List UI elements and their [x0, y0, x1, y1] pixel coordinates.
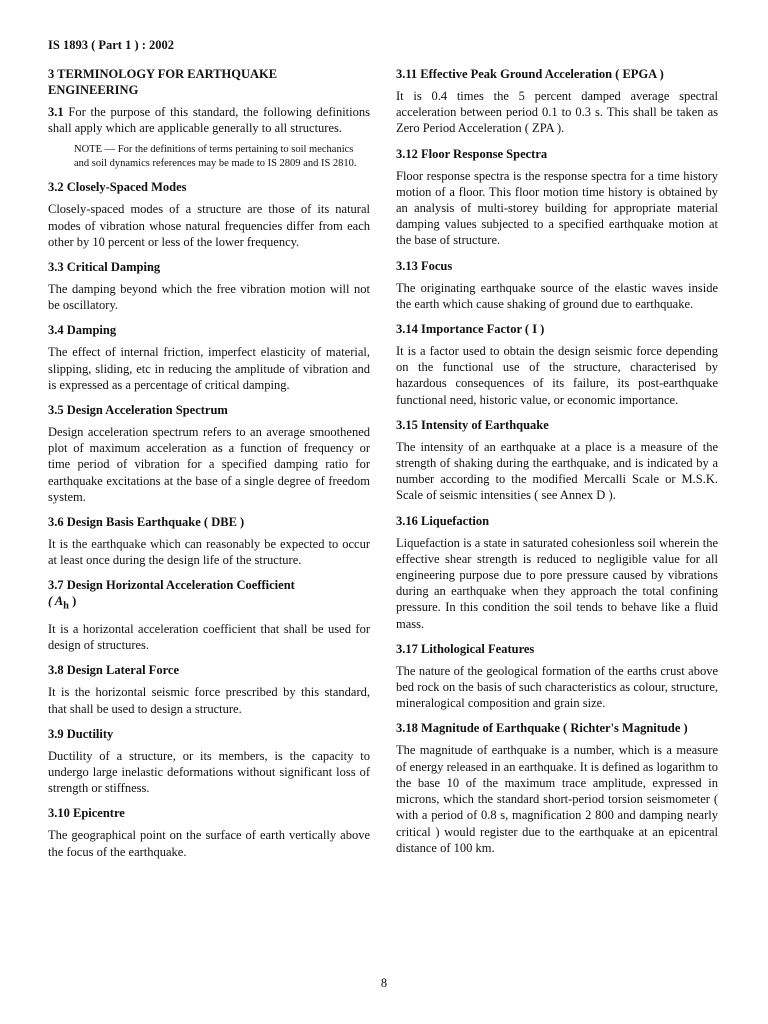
section-text: Closely-spaced modes of a structure are those of its natural modes of vibration whose natural frequencies differ from each other by 10 percent or less of the lower frequency. — [48, 202, 370, 249]
section-title-text: 3.7 Design Horizontal Acceleration Coefficient — [48, 578, 295, 593]
section-title: 3.3 Critical Damping — [48, 260, 161, 275]
section-heading: 3 TERMINOLOGY FOR EARTHQUAKE ENGINEERING — [48, 67, 278, 97]
section-3-2 — [48, 179, 370, 250]
section-title: 3.4 Damping — [48, 323, 117, 338]
section-3-12 — [396, 146, 718, 249]
section-text: Design acceleration spectrum refers to an average smoothened plot of maximum acceleration as a function of frequency or time period of vibration for a specified damping ratio for earthquake excitations at the base of a single degree of freedom system. — [48, 425, 370, 504]
section-text: The geographical point on the surface of earth vertically above the focus of the earthquake. — [48, 828, 370, 859]
section-title: 3.6 Design Basis Earthquake ( DBE ) — [48, 515, 245, 530]
section-text: Floor response spectra is the response spectra for a time history motion of a floor. This floor motion time history is obtained by an analysis of multi-storey building for appropriate material damping values subjected to a specified earthquake motion at the base of structure. — [396, 168, 718, 248]
section-title: 3.14 Importance Factor ( I ) — [396, 322, 545, 337]
section-text: It is 0.4 times the 5 percent damped average spectral acceleration between period 0.1 to 0.3 s. This shall be taken as Zero Period Acceleration ( ZPA ). — [396, 89, 718, 136]
section-3-3 — [48, 259, 370, 313]
section-text: The nature of the geological formation of the earths crust above bed rock on the basis of such characteristics as colour, structure, mineralogical composition and grain size. — [396, 663, 718, 711]
section-3-17 — [396, 641, 718, 712]
intro-paragraph — [48, 104, 370, 136]
section-title: 3.13 Focus — [396, 258, 453, 273]
section-title — [48, 577, 370, 615]
section-title: 3.8 Design Lateral Force — [48, 663, 179, 678]
section-title: 3.15 Intensity of Earthquake — [396, 417, 549, 432]
section-3-7 — [48, 577, 370, 653]
intro-text: For the purpose of this standard, the following definitions shall apply which are applicable generally to all structures. — [48, 105, 370, 136]
section-3-9 — [48, 726, 370, 797]
section-3-6 — [48, 514, 370, 568]
section-title: 3.2 Closely-Spaced Modes — [48, 180, 187, 195]
right-column — [396, 66, 718, 865]
section-3-14 — [396, 321, 718, 408]
section-text: The effect of internal friction, imperfect elasticity of material, slipping, sliding, etc in reducing the amplitude of vibration and is expressed as a percentage of critical damping. — [48, 345, 370, 392]
section-3-8 — [48, 662, 370, 716]
section-text: The damping beyond which the free vibration motion will not be oscillatory. — [48, 282, 370, 313]
section-3-11 — [396, 66, 718, 137]
note: NOTE — For the definitions of terms pertaining to soil mechanics and soil dynamics references may be made to IS 2809 and IS 2810. — [74, 144, 357, 169]
section-text: Ductility of a structure, or its members, is the capacity to undergo large inelastic deformations without significant loss of strength or stiffness. — [48, 748, 370, 796]
symbol-open: ( A — [48, 594, 64, 609]
section-text: It is a horizontal acceleration coefficient that shall be used for design of structures. — [48, 621, 370, 653]
section-3-13 — [396, 258, 718, 312]
section-text: It is the earthquake which can reasonably be expected to occur at least once during the design life of the structure. — [48, 537, 370, 568]
section-text: It is a factor used to obtain the design seismic force depending on the functional use of the structure, characterised by hazardous consequences of its failure, its post-earthquake functional need, historic value, or economic importance. — [396, 344, 718, 407]
symbol-subscript: h — [63, 600, 69, 612]
section-title: 3.16 Liquefaction — [396, 513, 490, 528]
section-3-4 — [48, 322, 370, 393]
section-title: 3.18 Magnitude of Earthquake ( Richter's Magnitude ) — [396, 721, 688, 736]
section-text: Liquefaction is a state in saturated cohesionless soil wherein the effective shear strength is reduced to negligible value for all engineering purpose due to pore pressure caused by vibrations during an earthquake when they approach the total confining pressure. In this condition the soil tends to behave like a fluid mass. — [396, 535, 718, 631]
section-3-5 — [48, 402, 370, 505]
section-text: The originating earthquake source of the elastic waves inside the earth which cause shaking of ground due to earthquake. — [396, 280, 718, 311]
section-3-10 — [48, 805, 370, 859]
section-title: 3.10 Epicentre — [48, 806, 125, 821]
left-column — [48, 66, 370, 869]
page-number: 8 — [380, 976, 388, 990]
section-text: The intensity of an earthquake at a place is a measure of the strength of shaking during the earthquake, and is indicated by a number according to the modified Mercalli Scale or M.S.K. Scale of seismic intensities ( see Annex D ). — [396, 439, 718, 503]
section-3-16 — [396, 513, 718, 632]
symbol-close: ) — [68, 594, 77, 609]
document-header: IS 1893 ( Part 1 ) : 2002 — [48, 38, 175, 52]
section-text: It is the horizontal seismic force prescribed by this standard, that shall be used to design a structure. — [48, 685, 370, 716]
section-3-15 — [396, 417, 718, 504]
section-title: 3.12 Floor Response Spectra — [396, 146, 548, 161]
section-title: 3.17 Lithological Features — [396, 641, 535, 656]
section-title: 3.9 Ductility — [48, 726, 114, 741]
section-text: The magnitude of earthquake is a number, which is a measure of energy released in an earthquake. It is defined as logarithm to the base 10 of the maximum trace amplitude, expressed in microns, which the standard short-period torsion seismometer ( with a period of 0.8 s, magnification 2 800 and damping nearly critical ) would register due to the earthquake at an epicentral distance of 100 km. — [396, 743, 718, 855]
section-title: 3.11 Effective Peak Ground Acceleration ( EPGA ) — [396, 67, 664, 81]
intro-number: 3.1 — [48, 105, 64, 119]
section-title: 3.5 Design Acceleration Spectrum — [48, 403, 228, 418]
section-3-18 — [396, 720, 718, 855]
